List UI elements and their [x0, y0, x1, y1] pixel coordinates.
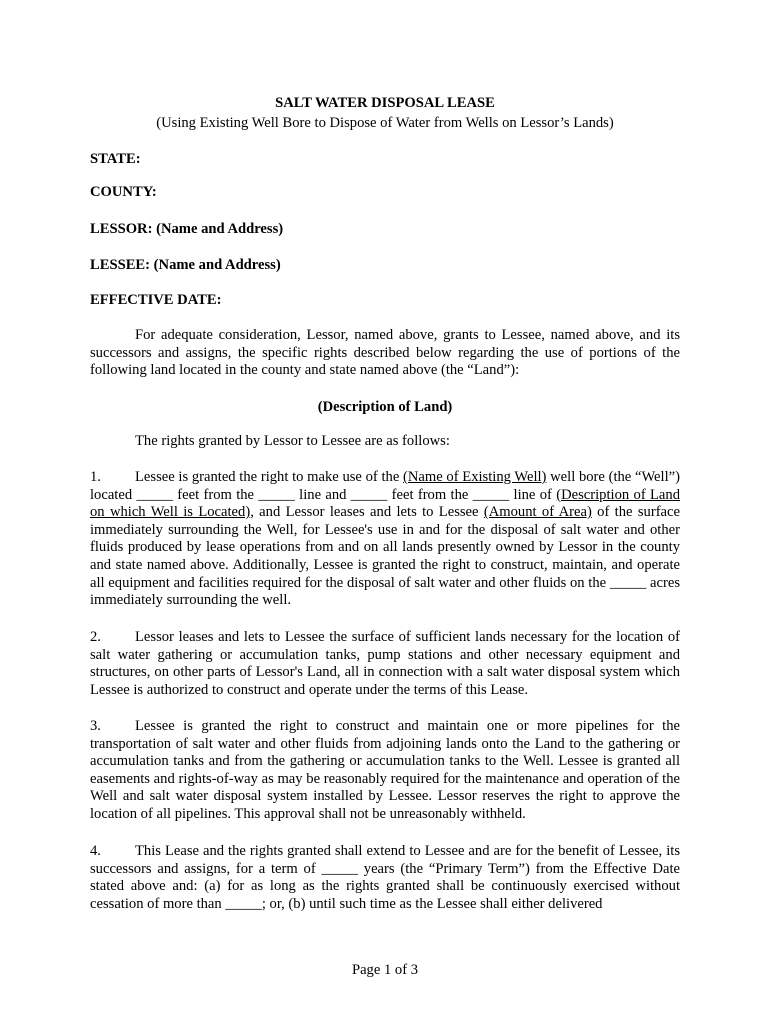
lessee-field: LESSEE: (Name and Address) — [90, 257, 281, 273]
clause-number: 2. — [90, 629, 101, 645]
document-subtitle: (Using Existing Well Bore to Dispose of Water from Wells on Lessor’s Lands) — [156, 115, 614, 131]
clause-number: 1. — [90, 469, 101, 485]
title-block — [90, 93, 680, 133]
area-amount-blank: (Amount of Area) — [483, 504, 592, 521]
rights-intro: The rights granted by Lessor to Lessee are as follows: — [135, 433, 450, 449]
intro-paragraph: For adequate consideration, Lessor, named above, grants to Lessee, named above, and its successors and assigns, the specific rights described below regarding the use of portions of the following land located in the county and state named above (the “Land”): — [90, 327, 680, 379]
clause-2 — [90, 629, 680, 699]
clause-3 — [90, 718, 680, 824]
well-name-blank: (Name of Existing Well) — [403, 469, 547, 485]
clause-text: Lessee is granted the right to make use of the — [135, 469, 404, 485]
clause-number: 3. — [90, 718, 101, 734]
clause-text: well bore (the “Well”) located _____ feet from the _____ line and _____ feet from the _____ line of — [90, 469, 680, 503]
lessor-field: LESSOR: (Name and Address) — [90, 221, 284, 237]
land-description-blank: (Description of Land on which Well is Located) — [90, 486, 680, 521]
clause-text: Lessor leases and lets to Lessee the surface of sufficient lands necessary for the location of salt water gathering or accumulation tanks, pump stations and other necessary equipment and structures, on other parts of Lessor's Land, all in connection with a salt water disposal system which Lessee is authorized to construct and operate under the terms of this Lease. — [90, 629, 680, 698]
clause-4 — [90, 843, 680, 913]
clause-number: 4. — [90, 843, 101, 859]
document-title: SALT WATER DISPOSAL LEASE — [275, 95, 495, 111]
page-number: Page 1 of 3 — [351, 962, 419, 978]
county-field: COUNTY: — [90, 184, 157, 200]
land-description-heading: (Description of Land) — [317, 399, 453, 415]
clause-text: Lessee is granted the right to construct and maintain one or more pipelines for the transportation of salt water and other fluids from adjoining lands onto the Land to the gathering or accumulation tanks and from the gathering or accumulation tanks to the Well. Lessee is granted all easements and rights-of-way as may be reasonably required for the maintenance and operation of the Well and salt water disposal system installed by Lessee. Lessor reserves the right to approve the location of all pipelines. This approval shall not be unreasonably withheld. — [90, 718, 680, 822]
clause-text: of the surface immediately surrounding the Well, for Lessee's use in and for the disposal of salt water and other fluids produced by lease operations from and on all lands presently owned by Lessor in the county and state named above. Additionally, Lessee is granted the right to construct, maintain, and operate all equipment and facilities required for the disposal of salt water and other fluids on the _____ acres immediately surrounding the well. — [90, 504, 680, 609]
state-field: STATE: — [90, 151, 141, 167]
effective-date-field: EFFECTIVE DATE: — [90, 292, 222, 308]
clause-text: , and Lessor leases and lets to Lessee — [250, 504, 484, 521]
clause-text: This Lease and the rights granted shall extend to Lessee and are for the benefit of Lessee, its successors and assigns, for a term of _____ years (the “Primary Term”) from the Effective Date stated above and: (a) for as long as the rights granted shall be continuously exercised without cessation of more than _____; or, (b) until such time as the Lessee shall either delivered — [90, 843, 680, 912]
clause-1 — [90, 469, 680, 610]
